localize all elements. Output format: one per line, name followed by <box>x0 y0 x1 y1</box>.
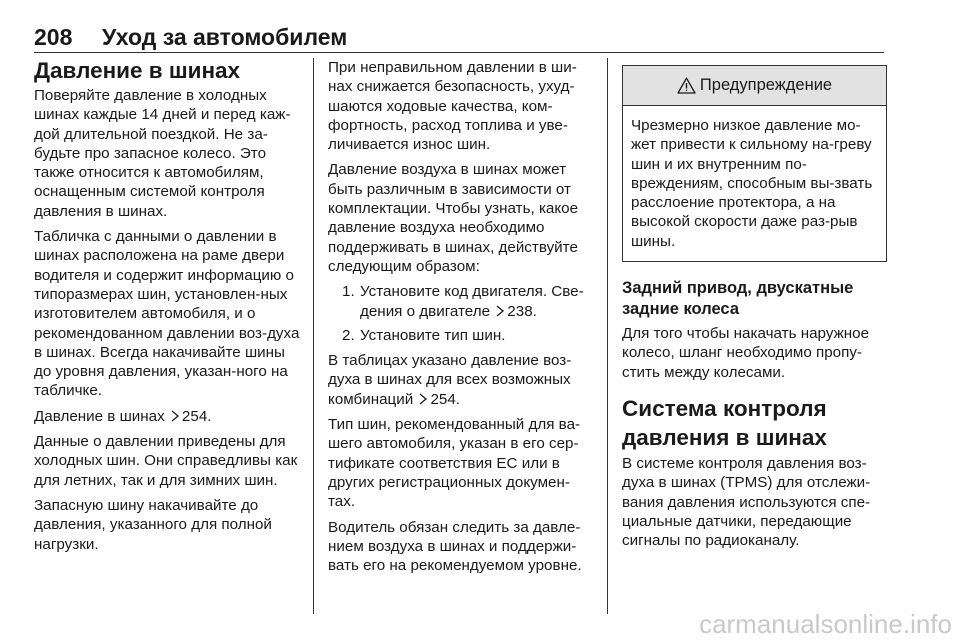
step-text: Установите тип шин. <box>360 326 506 344</box>
header-rule <box>34 52 884 53</box>
paragraph-with-ref <box>328 351 594 409</box>
page-reference-icon <box>495 305 505 317</box>
page-reference-icon <box>418 393 428 405</box>
step-number: 1. <box>342 283 355 301</box>
paragraph: Водитель обязан следить за давле-нием воздуха в шинах и поддержи-вать его на рекомендуемом уровне. <box>328 518 582 575</box>
step-text: Установите код двигателя. Све-дения о двигателе <box>360 283 584 320</box>
watermark: carmanualsonline.info <box>699 609 952 639</box>
paragraph-text: Давление в шинах <box>34 407 165 425</box>
column-left <box>34 58 302 560</box>
paragraph: Запасную шину накачивайте до давления, указанного для полной нагрузки. <box>34 496 272 553</box>
step-number: 2. <box>342 326 355 344</box>
page-number: 208 <box>34 24 73 50</box>
page-reference-link[interactable]: 238. <box>507 302 537 320</box>
paragraph: В системе контроля давления воз-духа в шинах (TPMS) для отслежи-вания давления используются спе-циальные датчики, передающие сигналы по радиоканалу. <box>622 454 871 550</box>
tpms-heading: Система контроля давления в шинах <box>622 395 827 450</box>
paragraph: Данные о давлении приведены для холодных шин. Они справедливы как для летних, так и для зимних шин. <box>34 433 298 489</box>
page-reference-icon <box>170 410 180 422</box>
paragraph: Табличка с данными о давлении в шинах расположена на раме двери водителя и содержит информацию о типоразмерах шин, установлен-ных изготовителем автомобиля, и о рекомендованном давлении воз-духа в шинах. Всегда накачивайте шины до уровня давления, указан-ного на табличке. <box>34 228 300 400</box>
tire-pressure-heading: Давление в шинах <box>34 58 241 83</box>
warning-box <box>622 65 887 262</box>
warning-header <box>623 66 886 106</box>
column-right <box>622 58 887 556</box>
paragraph-text: В таблицах указано давление воз-духа в шинах для всех возможных комбинаций <box>328 352 572 408</box>
paragraph: При неправильном давлении в ши-нах снижается безопасность, ухуд-шаются ходовые качества, ком-фортность, расход топлива и уве-личивается износ шин. <box>328 59 577 154</box>
page-header <box>34 24 884 54</box>
warning-text: Чрезмерно низкое давление мо-жет привести к сильному на-греву шин и их внутренним по-вреждениям, способным вы-звать расслоение протектора, а на высокой скорости даже раз-рыв шины. <box>631 117 873 250</box>
paragraph: Поверяйте давление в холодных шинах каждые 14 дней и перед каж-дой длительной поездкой. Не за-будьте про запасное колесо. Это также относится к автомобилям, оснащенным системой контроля давления в шинах. <box>34 87 291 220</box>
page-reference-link[interactable]: 254. <box>430 390 461 408</box>
steps-list <box>328 282 594 345</box>
column-divider <box>313 58 314 614</box>
rear-drive-subheading: Задний привод, двускатные задние колеса <box>622 279 854 319</box>
section-title: Уход за автомобилем <box>102 24 348 50</box>
warning-title: Предупреждение <box>699 75 833 94</box>
paragraph: Тип шин, рекомендованный для ва-шего автомобиля, указан в его сер-тификате соответствия ЕС или в других регистрационных докумен-тах. <box>328 416 581 511</box>
list-item <box>328 282 594 321</box>
paragraph: Для того чтобы накачать наружное колесо, шланг необходимо пропу-стить между колесами. <box>622 325 870 381</box>
warning-triangle-icon <box>677 77 696 94</box>
paragraph: Давление воздуха в шинах может быть различным в зависимости от комплектации. Чтобы узнать, какое давление воздуха необходимо поддерживать в шинах, действуйте следующим образом: <box>328 161 579 275</box>
page-reference-link[interactable]: 254. <box>181 407 212 425</box>
column-middle <box>328 58 594 581</box>
list-item <box>328 326 594 345</box>
column-divider <box>607 58 608 614</box>
paragraph-with-ref <box>34 407 302 426</box>
